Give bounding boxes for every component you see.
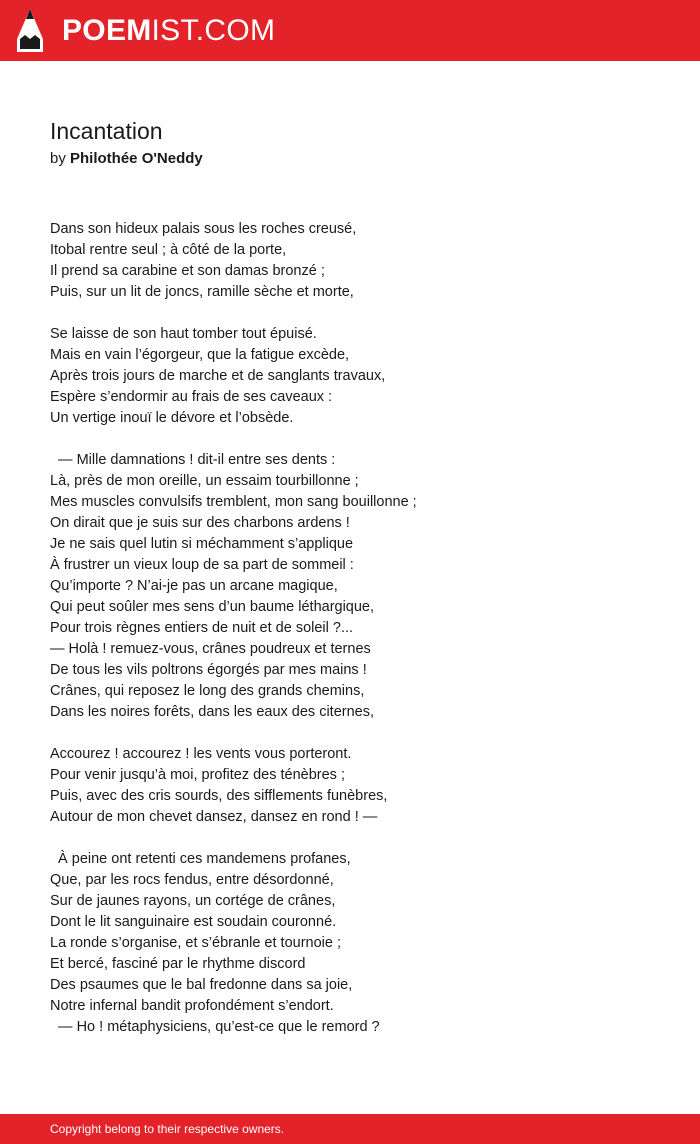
poem-stanza (50, 744, 670, 828)
byline-prefix: by (50, 150, 66, 167)
poem-line: Dont le lit sanguinaire est soudain couronné. (50, 914, 337, 930)
poem-byline (50, 149, 203, 169)
poem-line: De tous les vils poltrons égorgés par mes mains ! (50, 662, 367, 678)
poem-line: Dans les noires forêts, dans les eaux des citernes, (50, 704, 374, 720)
poem-line: Des psaumes que le bal fredonne dans sa joie, (50, 977, 353, 993)
poem-line: Puis, avec des cris sourds, des sifflements funèbres, (50, 788, 388, 804)
poem-line: — Ho ! métaphysiciens, qu’est-ce que le remord ? (50, 1019, 380, 1035)
poem-line: Dans son hideux palais sous les roches creusé, (50, 221, 357, 237)
poem-title: Incantation (50, 118, 163, 144)
poem-line: À peine ont retenti ces mandemens profanes, (50, 851, 351, 867)
poem-line: Puis, sur un lit de joncs, ramille sèche et morte, (50, 284, 354, 300)
poem-line: Sur de jaunes rayons, un cortége de crânes, (50, 893, 336, 909)
poem-line: Là, près de mon oreille, un essaim tourbillonne ; (50, 473, 359, 489)
poem-line: On dirait que je suis sur des charbons ardens ! (50, 515, 350, 531)
poem-line: Crânes, qui reposez le long des grands chemins, (50, 683, 365, 699)
brand-bold-text: POEM (62, 14, 152, 47)
poem-line: Pour trois règnes entiers de nuit et de soleil ?... (50, 620, 354, 636)
poem-line: Qu’importe ? N’ai-je pas un arcane magique, (50, 578, 338, 594)
poem-line: Accourez ! accourez ! les vents vous porteront. (50, 746, 352, 762)
poem-line: Je ne sais quel lutin si méchamment s’applique (50, 536, 354, 552)
poem-author: Philothée O'Neddy (70, 150, 203, 167)
poem-line: Mes muscles convulsifs tremblent, mon sang bouillonne ; (50, 494, 417, 510)
poem-line: À frustrer un vieux loup de sa part de sommeil : (50, 557, 354, 573)
poem-line: Que, par les rocs fendus, entre désordonné, (50, 872, 334, 888)
poem-line: Itobal rentre seul ; à côté de la porte, (50, 242, 287, 258)
poem-stanza (50, 849, 670, 1038)
poem-line: Notre infernal bandit profondément s’endort. (50, 998, 334, 1014)
poem-line: — Mille damnations ! dit-il entre ses dents : (50, 452, 336, 468)
poem-stanza (50, 219, 670, 303)
poem-line: Et bercé, fasciné par le rhythme discord (50, 956, 306, 972)
site-header (0, 0, 700, 61)
brand-light-text: IST.COM (151, 14, 276, 47)
poem-line: Un vertige inouï le dévore et l’obsède. (50, 410, 294, 426)
site-footer (0, 1114, 700, 1144)
poem-stanza (50, 450, 670, 723)
copyright-text: Copyright belong to their respective owners. (50, 1122, 285, 1136)
poem-line: Qui peut soûler mes sens d’un baume léthargique, (50, 599, 375, 615)
site-logo-text[interactable] (62, 14, 275, 48)
poem-line: Autour de mon chevet dansez, dansez en rond ! — (50, 809, 378, 825)
poem-line: Espère s’endormir au frais de ses caveaux : (50, 389, 333, 405)
poem-line: Pour venir jusqu’à moi, profitez des ténèbres ; (50, 767, 345, 783)
poem-line: Se laisse de son haut tomber tout épuisé. (50, 326, 317, 342)
pencil-tip-icon[interactable] (17, 9, 43, 52)
poem-line: La ronde s’organise, et s’ébranle et tournoie ; (50, 935, 341, 951)
poem-stanza (50, 324, 670, 429)
poem-line: Il prend sa carabine et son damas bronzé ; (50, 263, 325, 279)
poem-line: Après trois jours de marche et de sanglants travaux, (50, 368, 386, 384)
poem-line: Mais en vain l’égorgeur, que la fatigue excède, (50, 347, 350, 363)
poem-line: — Holà ! remuez-vous, crânes poudreux et ternes (50, 641, 371, 657)
poem-body (50, 219, 670, 1059)
